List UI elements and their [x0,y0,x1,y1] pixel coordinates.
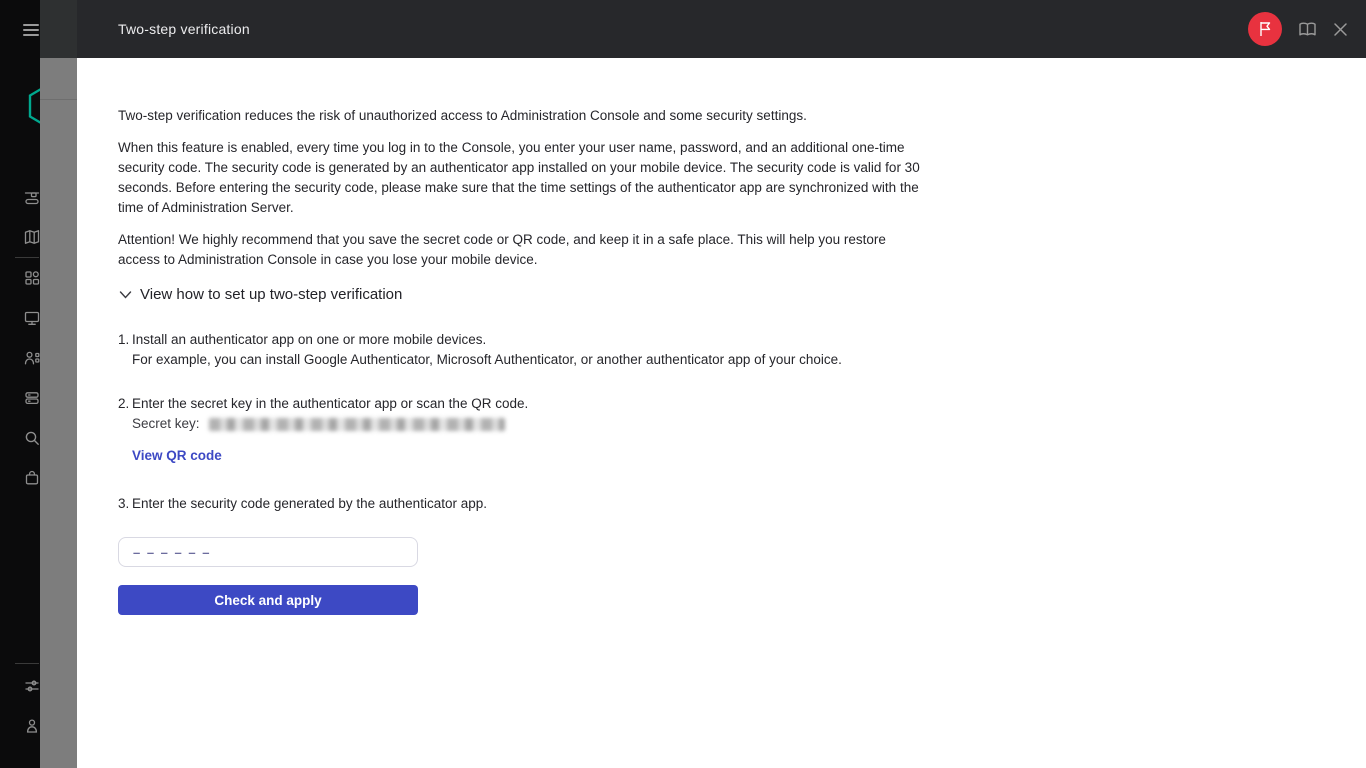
chevron-down-icon [118,287,133,302]
drawer-header [77,0,1366,58]
menu-icon[interactable] [23,24,39,36]
marketplace-bag-icon[interactable] [23,469,41,487]
security-code-input[interactable] [118,537,418,567]
setup-instructions-expander[interactable] [118,286,402,303]
server-hierarchy-icon[interactable] [23,188,41,206]
app-sidebar [0,0,40,768]
repositories-icon[interactable] [23,389,41,407]
expander-label: View how to set up two-step verification [140,286,403,303]
settings-sliders-icon[interactable] [23,677,41,695]
devices-monitor-icon[interactable] [23,309,41,327]
view-qr-code-link[interactable]: View QR code [132,448,222,463]
step-install-app: 1. Install an authenticator app on one or more mobile devices. For example, you can install Google Authenticator, Microsoft Authenticator, or another authenticator app of your choice. [118,330,938,370]
intro-paragraph: Two-step verification reduces the risk of unauthorized access to Administration Console and some security settings. [118,108,807,123]
sidebar-divider [15,663,39,664]
dimmed-page-divider [40,99,77,100]
reports-map-icon[interactable] [23,228,41,246]
close-icon[interactable] [1333,22,1348,37]
step1-detail: For example, you can install Google Authenticator, Microsoft Authenticator, or another authenticator app of your choice. [132,352,842,367]
step-enter-security-code: 3. Enter the security code generated by the authenticator app. [118,494,938,514]
setup-steps [118,330,1326,514]
secret-key-value-redacted [209,418,505,431]
step2-text: Enter the secret key in the authenticator app or scan the QR code. [132,396,529,411]
step-enter-secret-key: 2. Enter the secret key in the authenticator app or scan the QR code. Secret key: View QR code [118,394,938,466]
documentation-book-icon[interactable] [1298,21,1317,38]
search-icon[interactable] [23,429,41,447]
header-actions [1248,12,1348,46]
dimmed-page-header [40,0,77,58]
sidebar-divider [15,257,39,258]
users-icon[interactable] [23,349,41,367]
account-icon[interactable] [23,717,41,735]
check-and-apply-button[interactable]: Check and apply [118,585,418,615]
attention-paragraph: Attention! We highly recommend that you save the secret code or QR code, and keep it in a safe place. This will help you restore access to Administration Console in case you lose your mobile device. [118,232,886,267]
secret-key-label: Secret key: [132,416,200,431]
apps-grid-icon[interactable] [23,269,41,287]
flag-icon [1256,19,1274,39]
two-step-verification-drawer [77,0,1366,768]
step1-text: Install an authenticator app on one or more mobile devices. [132,332,487,347]
secret-key-row [132,414,528,434]
dimmed-page-backdrop [40,0,77,768]
step3-text: Enter the security code generated by the authenticator app. [132,496,487,511]
drawer-title: Two-step verification [118,21,250,37]
drawer-body [77,58,1366,615]
feedback-button[interactable] [1248,12,1282,46]
feature-description-paragraph: When this feature is enabled, every time you log in to the Console, you enter your user name, password, and an additional one-time security code. The security code is generated by an authenticator app installed on your mobile device. The security code is valid for 30 seconds. Before entering the security code, please make sure that the time settings of the authenticator app are synchronized with the time of Administration Server. [118,140,920,215]
